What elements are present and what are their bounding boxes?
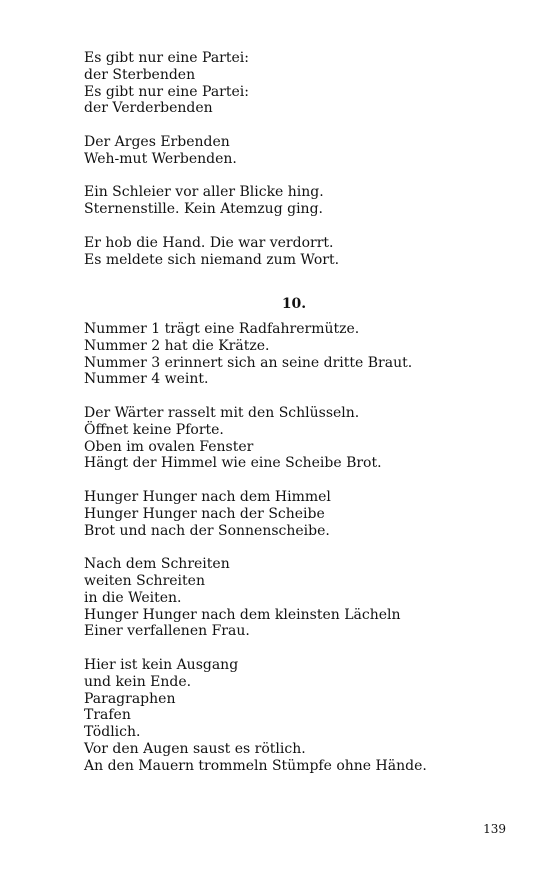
poem-line: Vor den Augen saust es rötlich. (84, 740, 306, 757)
stanza (84, 134, 504, 168)
poem-line: der Sterbenden (84, 66, 196, 83)
stanza (84, 657, 504, 775)
poem-line: Trafen (84, 707, 131, 724)
poem-line: Der Arges Erbenden (84, 133, 230, 150)
poem-line: Ein Schleier vor aller Blicke hing. (84, 184, 324, 201)
poem-line: Paragraphen (84, 690, 176, 707)
poem-line: Hier ist kein Ausgang (84, 656, 239, 673)
section-number: 10. (281, 296, 307, 312)
poem-line: Hunger Hunger nach dem kleinsten Lächeln (84, 606, 401, 623)
poem-line: der Verderbenden (84, 100, 213, 117)
stanza (84, 50, 504, 117)
poem-line: Es meldete sich niemand zum Wort. (84, 251, 340, 268)
poem-line: Nummer 4 weint. (84, 371, 209, 388)
poem-line: An den Mauern trommeln Stümpfe ohne Hände. (84, 757, 427, 774)
stanza (84, 489, 504, 539)
poem-line: Nach dem Schreiten (84, 556, 230, 573)
poem-line: in die Weiten. (84, 589, 182, 606)
poem-line: Nummer 2 hat die Krätze. (84, 337, 270, 354)
poem-line: Brot und nach der Sonnenscheibe. (84, 522, 330, 539)
stanza (84, 184, 504, 218)
poem-page (84, 50, 504, 285)
poem-line: Hunger Hunger nach dem Himmel (84, 488, 331, 505)
poem-line: Hunger Hunger nach der Scheibe (84, 505, 325, 522)
poem-line: Tödlich. (84, 724, 141, 741)
poem-page-part-b (84, 321, 504, 791)
page-number: 139 (483, 822, 506, 836)
stanza (84, 235, 504, 269)
poem-line: Nummer 3 erinnert sich an seine dritte Braut. (84, 354, 413, 371)
poem-line: Oben im ovalen Fenster (84, 438, 254, 455)
poem-line: Es gibt nur eine Partei: (84, 83, 249, 100)
poem-line: weiten Schreiten (84, 572, 205, 589)
poem-line: Sternenstille. Kein Atemzug ging. (84, 201, 323, 218)
poem-line: Er hob die Hand. Die war verdorrt. (84, 234, 334, 251)
poem-line: Nummer 1 trägt eine Radfahrermütze. (84, 321, 360, 337)
poem-line: Einer verfallenen Frau. (84, 623, 250, 640)
stanza (84, 405, 504, 472)
poem-line: und kein Ende. (84, 673, 192, 690)
stanza (84, 321, 504, 388)
poem-line: Es gibt nur eine Partei: (84, 50, 249, 66)
poem-part-a (84, 50, 504, 268)
poem-line: Der Wärter rasselt mit den Schlüsseln. (84, 404, 360, 421)
poem-line: Weh-mut Werbenden. (84, 150, 237, 167)
poem-line: Öffnet keine Pforte. (84, 421, 224, 438)
poem-line: Hängt der Himmel wie eine Scheibe Brot. (84, 455, 382, 472)
stanza (84, 556, 504, 640)
